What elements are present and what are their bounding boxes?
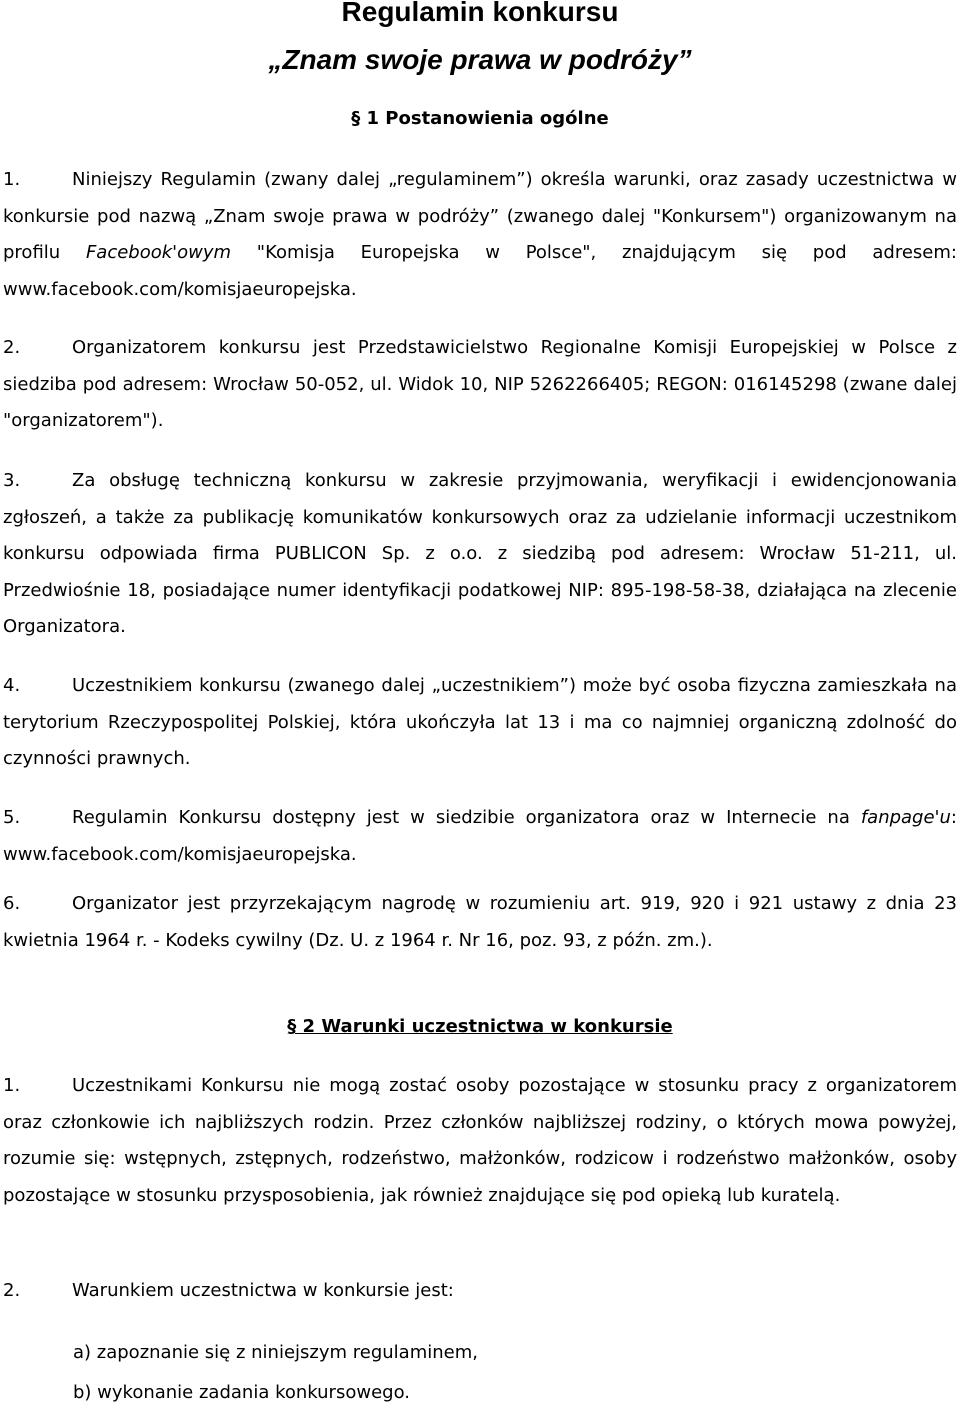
paragraph-emphasis: fanpage'u xyxy=(860,807,951,828)
paragraph-text: Organizator jest przyrzekającym nagrodę w rozumieniu art. 919, 920 i 921 ustawy z dnia 23 kwietnia 1964 r. - Kodeks cywilny (Dz. U. z 1964 r. Nr 16, poz. 93, z późn. zm.). xyxy=(3,893,957,951)
paragraph-text: Warunkiem uczestnictwa w konkursie jest: xyxy=(72,1280,454,1301)
paragraph-1-4 xyxy=(3,668,957,778)
paragraph-1-1 xyxy=(3,162,957,308)
document-subtitle: „Znam swoje prawa w podróży” xyxy=(268,44,692,75)
paragraph-number: 5. xyxy=(3,807,21,828)
paragraph-1-6 xyxy=(3,886,957,959)
paragraph-text: Organizatorem konkursu jest Przedstawicielstwo Regionalne Komisji Europejskiej w Polsce z siedziba pod adresem: Wrocław 50-052, ul. Widok 10, NIP 5262266405; REGON: 016145298 (zwane dalej "organizatorem"). xyxy=(3,337,957,431)
section-2-heading: § 2 Warunki uczestnictwa w konkursie xyxy=(287,1016,673,1037)
paragraph-number: 1. xyxy=(3,1075,21,1096)
paragraph-number: 2. xyxy=(3,1280,21,1301)
paragraph-number: 4. xyxy=(3,675,21,696)
list-item-b: b) wykonanie zadania konkursowego. xyxy=(73,1382,410,1403)
paragraph-1-3 xyxy=(3,463,957,646)
paragraph-2-1 xyxy=(3,1068,957,1214)
paragraph-2-2 xyxy=(3,1273,957,1310)
paragraph-emphasis: Facebook'owym xyxy=(85,242,232,263)
paragraph-text: Niniejszy Regulamin (zwany dalej „regulaminem”) określa warunki, oraz zasady uczestnictwa w konkursie pod nazwą „Znam swoje prawa w podróży” (zwanego dalej "Konkursem") organizowanym na profilu xyxy=(3,169,957,263)
paragraph-text: Za obsługę techniczną konkursu w zakresie przyjmowania, weryfikacji i ewidencjonowania zgłoszeń, a także za publikację komunikatów konkursowych oraz za udzielanie informacji uczestnikom konkursu odpowiada firma PUBLICON Sp. z o.o. z siedzibą pod adresem: Wrocław 51-211, ul. Przedwiośnie 18, posiadające numer identyfikacji podatkowej NIP: 895-198-58-38, działająca na zlecenie Organizatora. xyxy=(3,470,957,637)
paragraph-text-cont: : www.facebook.com/komisjaeuropejska. xyxy=(3,807,957,865)
paragraph-number: 1. xyxy=(3,169,21,190)
paragraph-number: 3. xyxy=(3,470,21,491)
paragraph-1-2 xyxy=(3,330,957,440)
list-item-a: a) zapoznanie się z niniejszym regulaminem, xyxy=(73,1342,478,1363)
paragraph-number: 2. xyxy=(3,337,21,358)
section-1-heading: § 1 Postanowienia ogólne xyxy=(351,108,609,129)
paragraph-text-cont: "Komisja Europejska w Polsce", znajdującym się pod adresem: www.facebook.com/komisjaeuropejska. xyxy=(3,242,957,300)
document-title: Regulamin konkursu xyxy=(341,0,619,27)
paragraph-1-5 xyxy=(3,800,957,873)
paragraph-text: Uczestnikiem konkursu (zwanego dalej „uczestnikiem”) może być osoba fizyczna zamieszkała na terytorium Rzeczypospolitej Polskiej, która ukończyła lat 13 i ma co najmniej organiczną zdolność do czynności prawnych. xyxy=(3,675,957,769)
paragraph-text: Regulamin Konkursu dostępny jest w siedzibie organizatora oraz w Internecie na xyxy=(72,807,861,828)
paragraph-text: Uczestnikami Konkursu nie mogą zostać osoby pozostające w stosunku pracy z organizatorem oraz członkowie ich najbliższych rodzin. Przez członków najbliższej rodziny, o których mowa powyżej, rozumie się: wstępnych, zstępnych, rodzeństwo, małżonków, rodzicow i rodzeństwo małżonków, osoby pozostające w stosunku przysposobienia, jak również znajdujące się pod opieką lub kuratelą. xyxy=(3,1075,957,1206)
paragraph-number: 6. xyxy=(3,893,21,914)
